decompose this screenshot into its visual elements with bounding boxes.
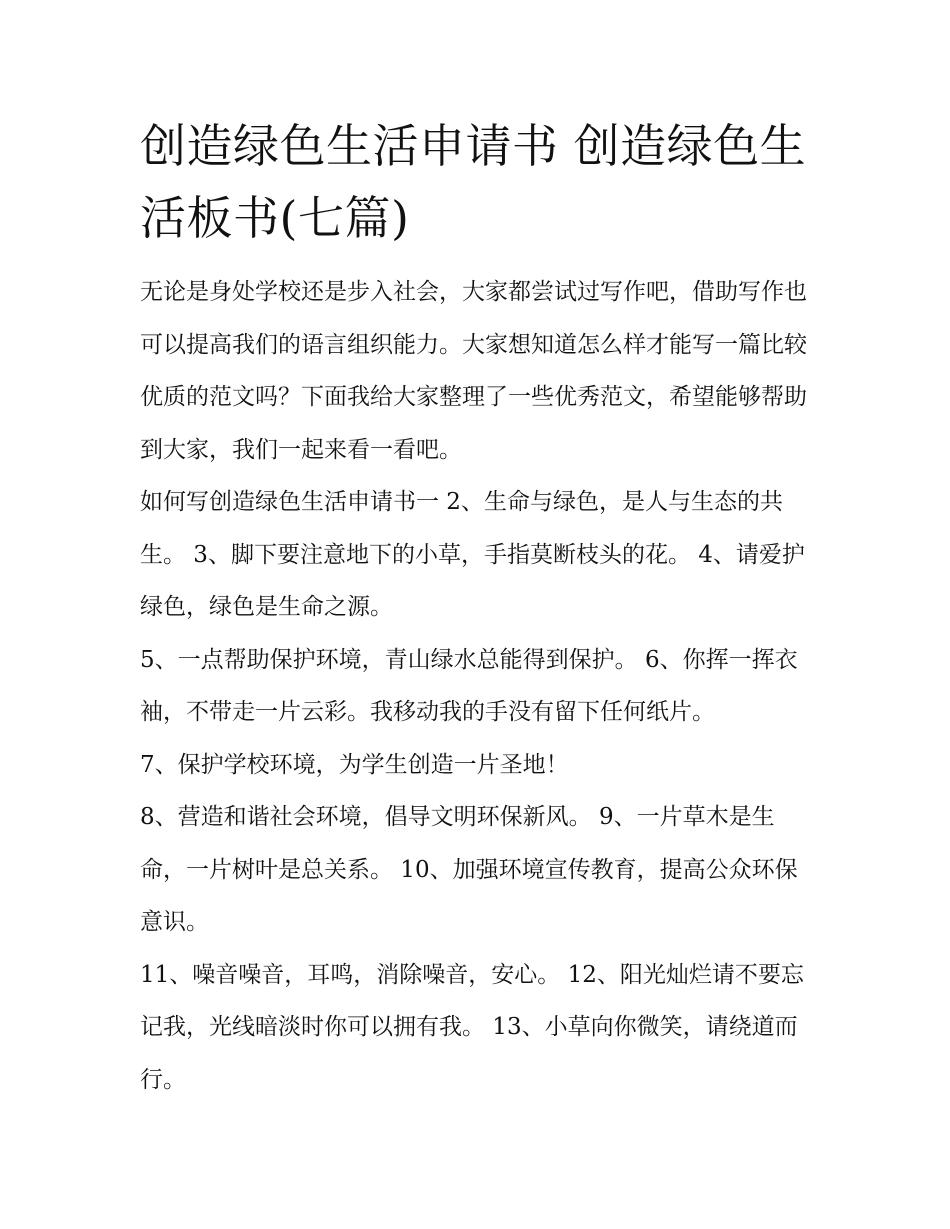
paragraph-slogans-2: 5、一点帮助保护环境，青山绿水总能得到保护。 6、你挥一挥衣袖，不带走一片云彩。我移动我的手没有留下任何纸片。 [140,646,798,725]
paragraph-slogans-5: 11、噪音噪音，耳鸣，消除噪音，安心。 12、阳光灿烂请不要忘记我，光线暗淡时你可以拥有我。 13、小草向你微笑，请绕道而行。 [140,961,804,1093]
paragraph-slogans-4: 8、营造和谐社会环境，倡导文明环保新风。 9、一片草木是生命，一片树叶是总关系。 10、加强环境宣传教育，提高公众环保意识。 [140,804,798,935]
document-title: 创造绿色生活申请书 创造绿色生活板书(七篇) [140,119,807,245]
paragraph-slogans-3: 7、保护学校环境，为学生创造一片圣地！ [140,751,569,778]
document-body [140,110,820,1106]
paragraph-intro: 无论是身处学校还是步入社会，大家都尝试过写作吧，借助写作也可以提高我们的语言组织能力。大家想知道怎么样才能写一篇比较优质的范文吗？下面我给大家整理了一些优秀范文，希望能够帮助到大家，我们一起来看一看吧。 [140,279,807,463]
paragraph-slogans-1: 如何写创造绿色生活申请书一 2、生命与绿色，是人与生态的共生。 3、脚下要注意地下的小草，手指莫断枝头的花。 4、请爱护绿色，绿色是生命之源。 [140,489,805,620]
